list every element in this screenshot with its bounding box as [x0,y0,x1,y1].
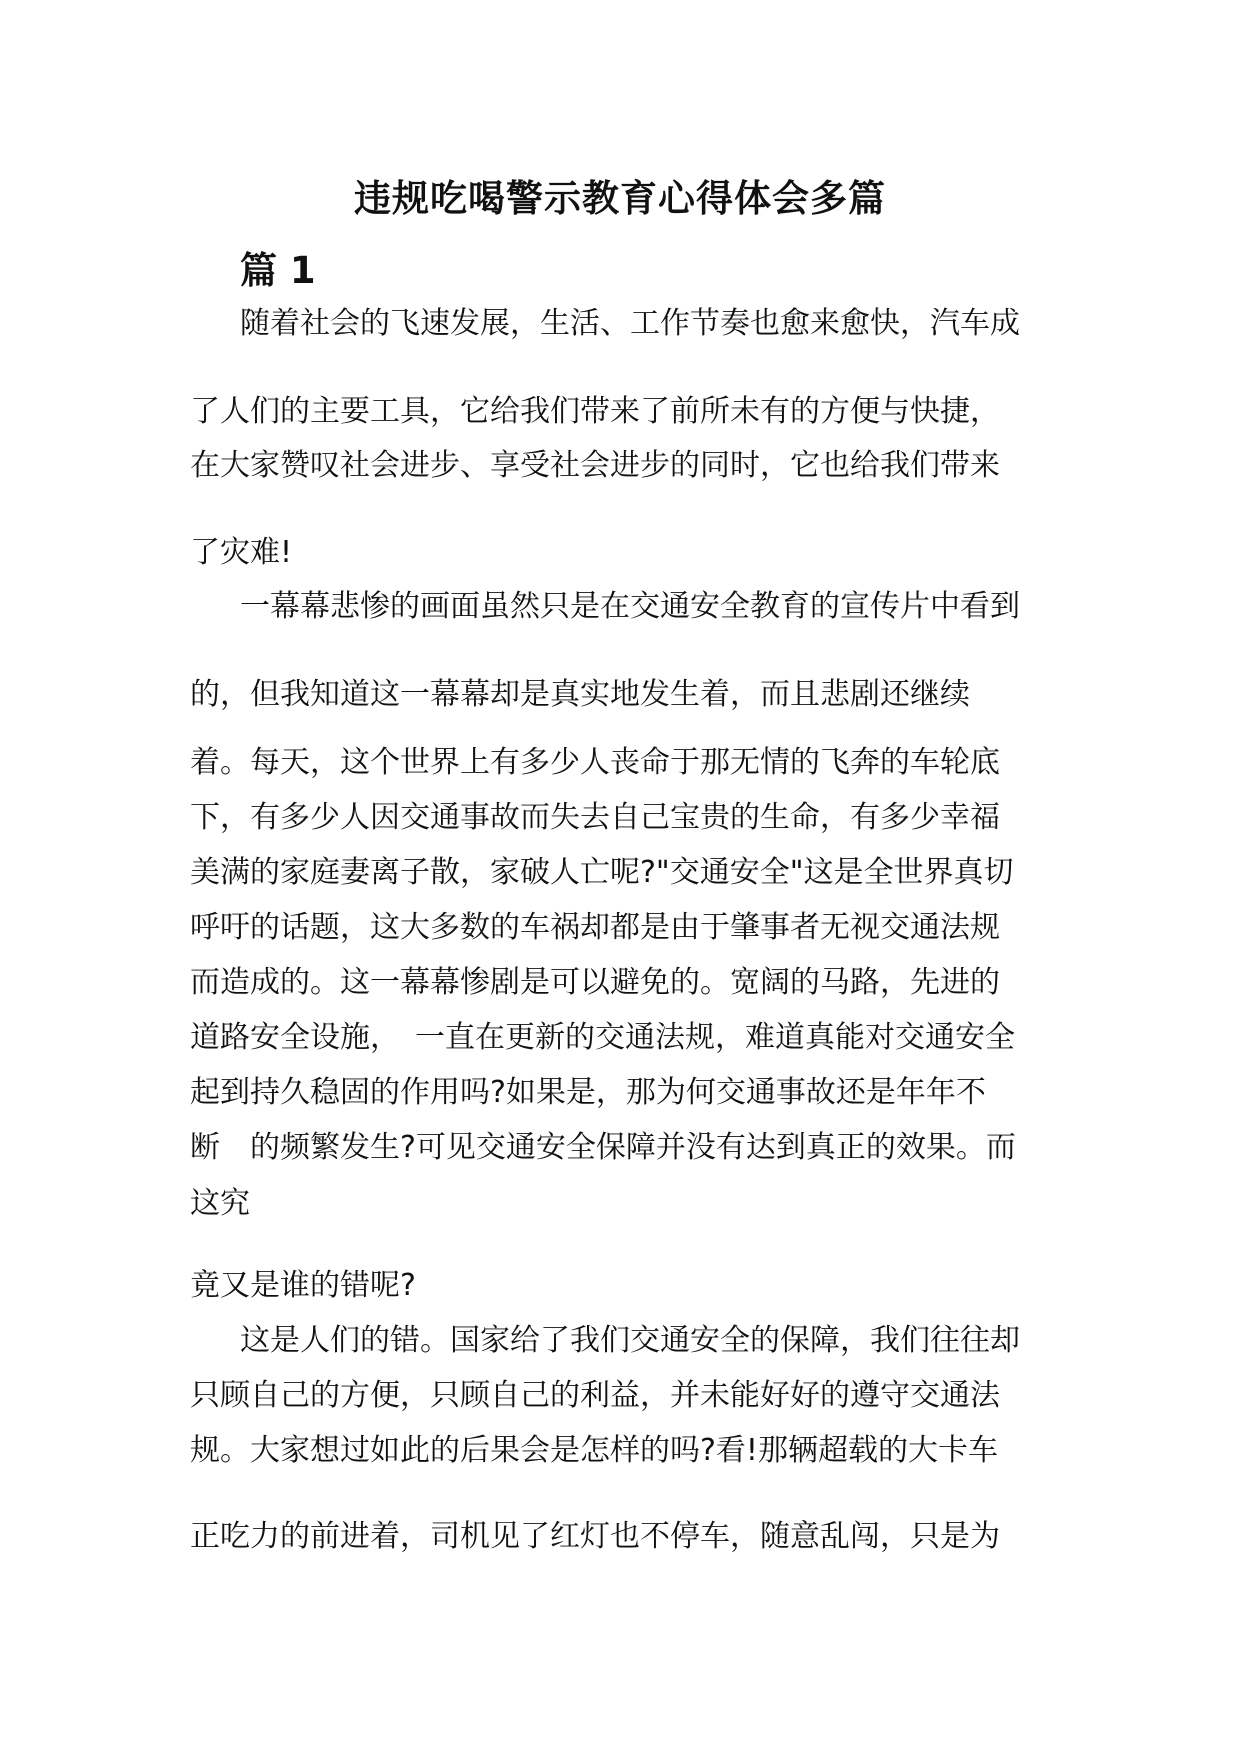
body-line: 下，有多少人因交通事故而失去自己宝贵的生命，有多少幸福 [190,800,1000,835]
body-line: 只顾自己的方便，只顾自己的利益，并未能好好的遵守交通法 [190,1378,1000,1413]
body-line: 而造成的。这一幕幕惨剧是可以避免的。宽阔的马路，先进的 [190,965,1000,1000]
body-line: 一幕幕悲惨的画面虽然只是在交通安全教育的宣传片中看到 [240,589,1020,624]
body-line: 了灾难! [190,535,293,570]
body-line: 断 的频繁发生?可见交通安全保障并没有达到真正的效果。而 [190,1130,1016,1165]
body-line: 这究 [190,1186,250,1221]
body-line: 随着社会的飞速发展，生活、工作节奏也愈来愈快，汽车成 [240,306,1020,341]
body-line: 规。大家想过如此的后果会是怎样的吗?看!那辆超载的大卡车 [190,1433,998,1468]
body-line: 美满的家庭妻离子散，家破人亡呢?"交通安全"这是全世界真切 [190,855,1014,890]
section-heading: 篇 1 [240,249,316,292]
body-line: 着。每天，这个世界上有多少人丧命于那无情的飞奔的车轮底 [190,745,1000,780]
body-line: 呼吁的话题，这大多数的车祸却都是由于肇事者无视交通法规 [190,910,1000,945]
body-line: 正吃力的前进着，司机见了红灯也不停车，随意乱闯，只是为 [190,1519,1000,1554]
body-line: 道路安全设施， 一直在更新的交通法规，难道真能对交通安全 [190,1020,1015,1055]
body-line: 的，但我知道这一幕幕却是真实地发生着，而且悲剧还继续 [190,677,970,712]
body-line: 起到持久稳固的作用吗?如果是，那为何交通事故还是年年不 [190,1075,986,1110]
body-line: 这是人们的错。国家给了我们交通安全的保障，我们往往却 [240,1323,1020,1358]
body-line: 竟又是谁的错呢? [190,1268,416,1303]
body-line: 在大家赞叹社会进步、享受社会进步的同时，它也给我们带来 [190,448,1000,483]
document-title: 违规吃喝警示教育心得体会多篇 [354,177,886,220]
body-line: 了人们的主要工具，它给我们带来了前所未有的方便与快捷， [190,394,1000,429]
